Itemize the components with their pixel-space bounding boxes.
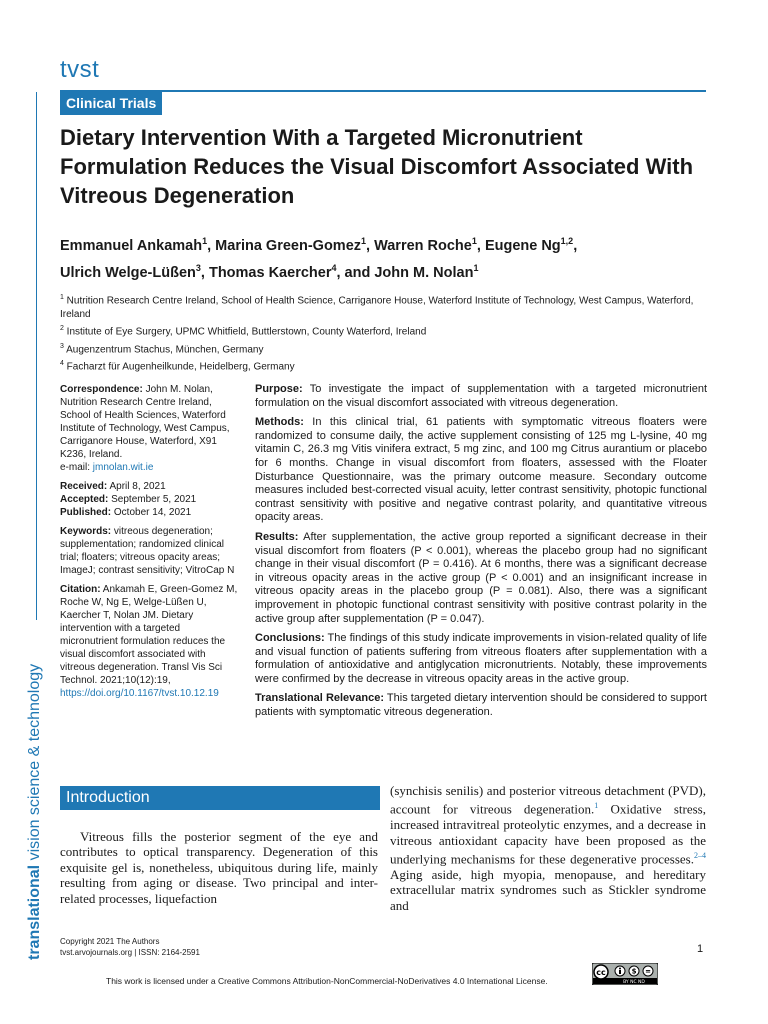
intro-right-text-1: (synchisis senilis) and posterior vitreous detachment (PVD), account for vitreous degeneration. — [390, 783, 706, 817]
author-affiliation-mark: 1 — [473, 262, 479, 273]
article-title: Dietary Intervention With a Targeted Micronutrient Formulation Reduces the Visual Discomfort Associated With Vitreous Degeneration — [60, 125, 694, 208]
citation-label: Citation: — [60, 584, 101, 595]
author-affiliation-mark: 1 — [202, 236, 208, 246]
section-badge: Clinical Trials — [60, 92, 162, 115]
affiliation-item: $^3$ Augenzentrum Stachus, München, Germany — [60, 342, 264, 355]
author-affiliation-mark: 1 — [471, 236, 477, 246]
affiliations — [60, 291, 710, 374]
author-name: Emmanuel Ankamah — [60, 237, 203, 254]
intro-right-column — [390, 783, 706, 913]
affiliation-number: 3 — [60, 342, 64, 350]
correspondence-text: John M. Nolan, Nutrition Research Centre Ireland, School of Health Sciences, Waterford Institute of Technology, West Campus, Carriganore House, Waterford, X91 K236, Ireland. — [60, 384, 230, 460]
affiliation-number: 2 — [60, 325, 64, 333]
abstract-label: Purpose: — [255, 383, 303, 395]
affiliation-item: $^4$ Facharzt für Augenheilkunde, Heidelberg, Germany — [60, 359, 295, 373]
email-label: e-mail: — [60, 462, 91, 473]
journal-name-bold: translational — [26, 864, 43, 960]
abstract-label: Methods: — [255, 416, 304, 429]
intro-left-column: Vitreous fills the posterior segment of the eye and contributes to optical transparency. Degeneration of this exquisite gel is, nonetheless, ubiquitous during life, mainly resulting from aging or disease. Two principal and inter-related processes, liquefaction — [60, 829, 378, 906]
cc-license-badge-icon[interactable] — [592, 963, 658, 985]
cc-badge-caption: BY NC ND — [623, 980, 645, 985]
author-name: Thomas Kaercher — [208, 264, 332, 281]
abstract-label: Translational Relevance: — [255, 692, 385, 705]
abstract-paragraph: Purpose: To investigate the impact of supplementation with a targeted micronutrient formulation on the visual discomfort associated with vitreous degeneration. — [255, 383, 707, 409]
journal-info: tvst.arvojournals.org | ISSN: 2164-2591 — [60, 948, 200, 957]
author-name: Eugene Ng — [484, 237, 561, 254]
affiliation-number: 4 — [60, 359, 64, 367]
email-link[interactable]: jmnolan.wit.ie — [92, 462, 154, 473]
published-label: Published: — [60, 507, 112, 518]
author-name: John M. Nolan — [374, 264, 474, 281]
intro-right-text-3: Aging aside, high myopia, menopause, and hereditary extracellular matrix syndromes such as Stickler syndrome and — [390, 866, 706, 913]
dates — [60, 480, 240, 519]
correspondence-label: Correspondence: — [60, 384, 143, 395]
license-text: This work is licensed under a Creative Commons Attribution-NonCommercial-NoDerivatives 4.0 International License. — [106, 976, 548, 986]
abstract-paragraph: Results: After supplementation, the active group reported a significant decrease in their visual discomfort from floaters (P < 0.001), whereas the placebo group had no significant change in their visual discomfort (P = 0.416). At 6 months, there was a significant decrease in vitreous opacity areas in the active group (P < 0.001) and an insignificant increase in vitreous opacity areas in the placebo group (P = 0.081). Also, there was a significant improvement in photopic functional contrast sensitivity with positive contrast polarity in the active group after supplementation (P = 0.047). — [255, 530, 707, 625]
author-affiliation-mark: 4 — [331, 262, 337, 273]
vertical-rule — [36, 92, 37, 620]
footer-info — [60, 936, 200, 958]
reference-link[interactable]: 1 — [594, 801, 599, 811]
correspondence — [60, 383, 240, 474]
sidebar-metadata — [60, 383, 240, 706]
intro-right-text-2: Oxidative stress, increased intravitreal proteolytic enzymes, and a decrease in vitreous antioxidant capacity have been proposed as the underlying mechanisms for these degenerative processes. — [390, 801, 706, 867]
keywords — [60, 525, 240, 577]
accepted-label: Accepted: — [60, 494, 109, 505]
keywords-text: vitreous degeneration; supplementation; randomized clinical trial; floaters; vitreous opacity areas; ImageJ; contrast sensitivity; VitroCap N — [60, 526, 235, 576]
author-affiliation-mark: 1 — [361, 236, 367, 246]
author-list: Emmanuel Ankamah$^1$, Marina Green-Gomez$^1$, Warren Roche$^1$, Eugene Ng$^{1,2}$, Ulrich Welge-Lüßen$^3$, Thomas Kaercher$^4$, and John M. Nolan$^1$ — [60, 236, 578, 281]
journal-name-rest: vision science & technology — [26, 663, 43, 865]
abstract-label: Conclusions: — [255, 632, 325, 645]
abstract-paragraph: Translational Relevance: This targeted dietary intervention should be considered to support patients with symptomatic vitreous degeneration. — [255, 692, 707, 719]
abstract-paragraph: Conclusions: The findings of this study indicate improvements in vision-related quality of life and visual function of patients suffering from vitreous floaters after supplementation with a formulation of antioxidative and antiglycation micronutrients. Notably, these improvements were confirmed by the decrease in vitreous opacity areas in the active group. — [255, 632, 707, 685]
affiliation-item: $^1$ Nutrition Research Centre Ireland, School of Health Science, Carriganore House, Waterford Institute of Technology, West Campus, Waterford, Ireland — [60, 294, 694, 321]
citation — [60, 583, 240, 700]
abstract — [255, 383, 707, 726]
journal-logo: tvst — [60, 56, 100, 83]
doi-link[interactable]: https://doi.org/10.1167/tvst.10.12.19 — [60, 688, 219, 699]
accepted-date: September 5, 2021 — [111, 494, 197, 505]
svg-text:cc: cc — [596, 968, 606, 977]
abstract-paragraph: Methods: In this clinical trial, 61 patients with symptomatic vitreous floaters were randomized to consume daily, the active supplement consisting of 125 mg L-lysine, 40 mg vitamin C, 26.3 mg Vitis vinifera extract, 5 mg zinc, and 100 mg Citrus aurantium or placebo for 6 months. Change in visual discomfort from floaters, assessed with the Floater Disturbance Questionnaire, was the primary outcome measure. Secondary outcome measures included best-corrected visual acuity, letter contrast sensitivity, photopic functional contrast sensitivity with positive and negative contrast polarity, and quantitative vitreous opacity areas. — [255, 416, 707, 524]
keywords-label: Keywords: — [60, 526, 112, 537]
author-affiliation-mark: 3 — [195, 262, 201, 273]
author-name: Ulrich Welge-Lüßen — [60, 264, 196, 281]
citation-text: Ankamah E, Green-Gomez M, Roche W, Ng E, Welge-Lüßen U, Kaercher T, Nolan JM. Dietary intervention with a targeted micronutrient formulation reduces the visual discomfort associated with vitreous degeneration. Transl Vis Sci Technol. 2021;10(12):19, — [60, 584, 238, 686]
svg-text:$: $ — [631, 967, 637, 976]
intro-heading: Introduction — [60, 786, 380, 810]
received-label: Received: — [60, 481, 108, 492]
author-affiliation-mark: 1,2 — [560, 236, 574, 246]
journal-name-vertical — [26, 560, 44, 960]
published-date: October 14, 2021 — [113, 507, 192, 518]
affiliation-number: 1 — [60, 294, 64, 301]
reference-link[interactable]: 2–4 — [694, 850, 706, 860]
copyright: Copyright 2021 The Authors — [60, 937, 160, 946]
affiliation-item: $^2$ Institute of Eye Surgery, UPMC Whitfield, Buttlerstown, County Waterford, Ireland — [60, 325, 427, 338]
page-number: 1 — [697, 943, 704, 955]
received-date: April 8, 2021 — [109, 481, 166, 492]
author-name: Warren Roche — [374, 237, 472, 254]
abstract-label: Results: — [255, 530, 299, 543]
svg-text:=: = — [645, 967, 651, 976]
author-name: Marina Green-Gomez — [215, 237, 362, 254]
